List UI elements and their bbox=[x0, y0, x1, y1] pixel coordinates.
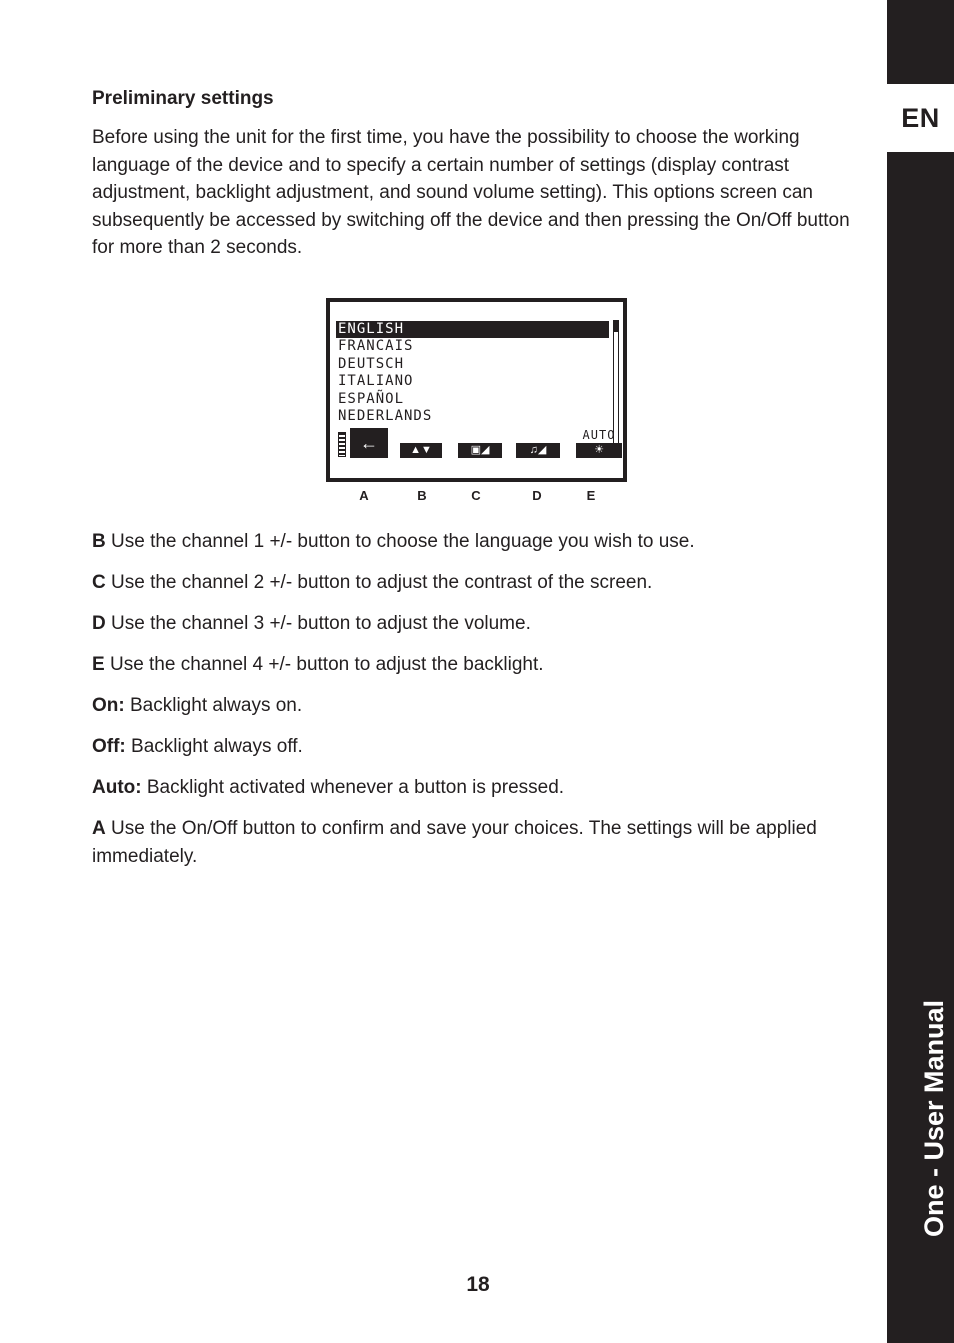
instruction-key: C bbox=[92, 572, 106, 593]
instruction-key: A bbox=[92, 818, 106, 839]
backlight-icon: ☀ bbox=[576, 443, 622, 458]
instruction-text: Use the On/Off button to confirm and save your choices. The settings will be applied immediately. bbox=[92, 818, 817, 867]
instruction-text: Backlight always on. bbox=[124, 695, 303, 716]
instruction-item bbox=[92, 692, 862, 720]
language-list bbox=[336, 321, 609, 425]
language-item: FRANCAIS bbox=[338, 338, 414, 355]
up-down-icon: ▲▼ bbox=[400, 443, 442, 458]
soft-key-bar bbox=[336, 428, 622, 462]
backlight-mode-label: AUTO bbox=[582, 428, 616, 442]
callout-d: D bbox=[532, 488, 542, 503]
instruction-item bbox=[92, 651, 862, 679]
contrast-icon: ▣◢ bbox=[458, 443, 502, 458]
language-item: NEDERLANDS bbox=[338, 407, 433, 424]
instruction-list bbox=[92, 528, 862, 884]
instruction-key: Auto: bbox=[92, 777, 142, 798]
language-item: ENGLISH bbox=[336, 321, 609, 338]
callout-letters bbox=[326, 484, 627, 510]
manual-title: One - User Manual bbox=[919, 999, 949, 1237]
callout-b: B bbox=[417, 488, 427, 503]
arrow-left-icon: ← bbox=[350, 428, 388, 458]
instruction-key: Off: bbox=[92, 736, 126, 757]
instruction-text: Use the channel 4 +/- button to adjust the backlight. bbox=[104, 654, 544, 675]
instruction-item bbox=[92, 733, 862, 761]
main-content bbox=[92, 88, 862, 262]
scroll-thumb bbox=[613, 320, 619, 332]
page-number: 18 bbox=[466, 1273, 490, 1296]
language-item: DEUTSCH bbox=[338, 355, 405, 372]
instruction-item bbox=[92, 815, 862, 870]
instruction-text: Backlight always off. bbox=[125, 736, 303, 757]
instruction-key: E bbox=[92, 654, 105, 675]
instruction-text: Use the channel 2 +/- button to adjust the contrast of the screen. bbox=[105, 572, 653, 593]
instruction-text: Backlight activated whenever a button is pressed. bbox=[141, 777, 565, 798]
instruction-item bbox=[92, 610, 862, 638]
callout-c: C bbox=[471, 488, 481, 503]
battery-icon bbox=[338, 432, 346, 457]
language-item: ITALIANO bbox=[338, 373, 414, 390]
lcd-screen bbox=[326, 298, 627, 482]
instruction-text: Use the channel 3 +/- button to adjust the volume. bbox=[105, 613, 531, 634]
instruction-item bbox=[92, 528, 862, 556]
instruction-key: D bbox=[92, 613, 106, 634]
callout-e: E bbox=[586, 488, 596, 503]
device-screen-figure bbox=[326, 298, 627, 510]
music-note-icon: ♫◢ bbox=[516, 443, 560, 458]
language-item: ESPAÑOL bbox=[338, 390, 405, 407]
instruction-key: B bbox=[92, 531, 106, 552]
callout-a: A bbox=[359, 488, 369, 503]
instruction-key: On: bbox=[92, 695, 125, 716]
language-tab: EN bbox=[887, 84, 954, 152]
intro-paragraph: Before using the unit for the first time, you have the possibility to choose the working language of the device and to specify a certain number of settings (display contrast adjustment, backlight adjustment, and sound volume setting). This options screen can subsequently be accessed by switching off the device and then pressing the On/Off button for more than 2 seconds. bbox=[92, 127, 850, 258]
instruction-item bbox=[92, 774, 862, 802]
instruction-item bbox=[92, 569, 862, 597]
section-heading: Preliminary settings bbox=[92, 88, 274, 109]
instruction-text: Use the channel 1 +/- button to choose the language you wish to use. bbox=[105, 531, 695, 552]
